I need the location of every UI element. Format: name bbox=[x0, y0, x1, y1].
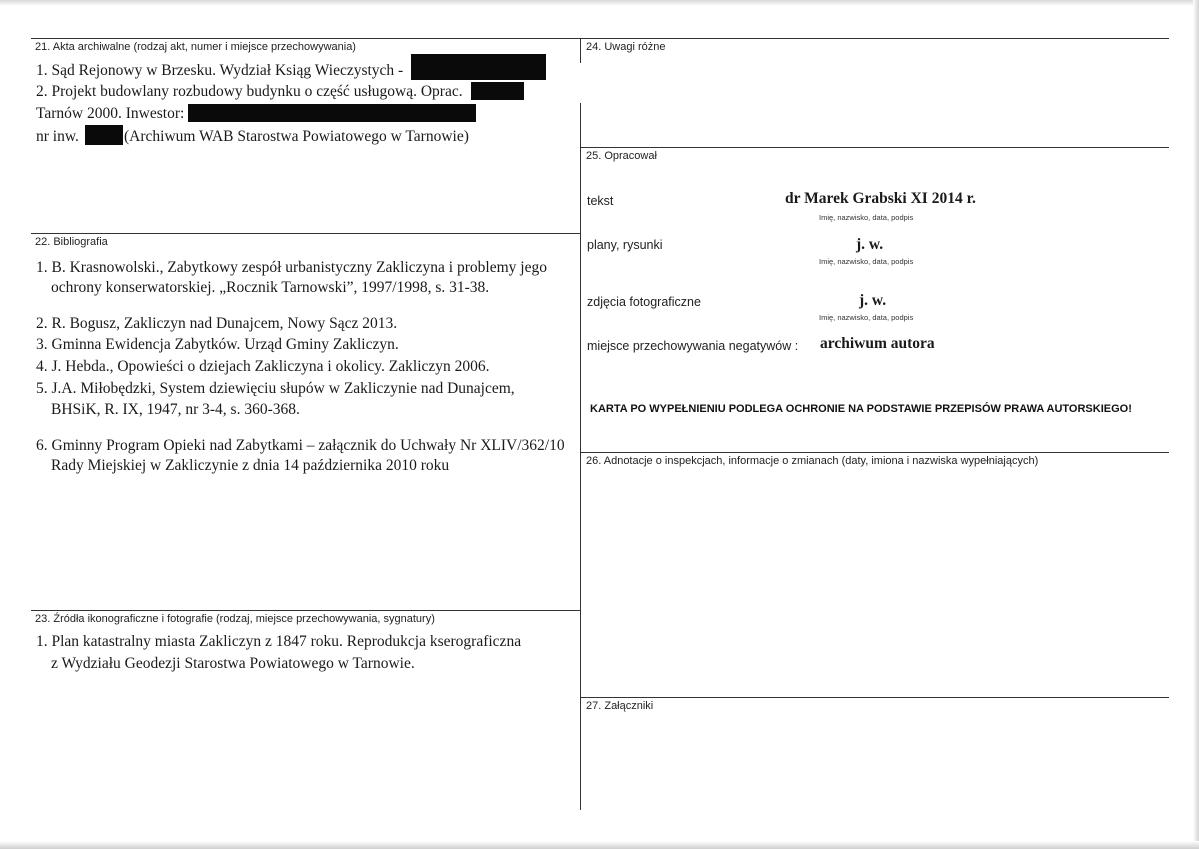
divider bbox=[31, 610, 580, 611]
archival-entry: Tarnów 2000. Inwestor: bbox=[36, 105, 185, 122]
bibliography-item: 1. B. Krasnowolski., Zabytkowy zespół urbanistyczny Zakliczyna i problemy jego bbox=[36, 259, 547, 276]
archival-entry: 2. Projekt budowlany rozbudowy budynku o część usługową. Oprac. bbox=[36, 83, 463, 100]
section-24-label: 24. Uwagi różne bbox=[586, 41, 666, 53]
archival-entry: nr inw. bbox=[36, 128, 79, 145]
section-21-label: 21. Akta archiwalne (rodzaj akt, numer i miejsce przechowywania) bbox=[35, 41, 356, 53]
section-23-label: 23. Źródła ikonograficzne i fotografie (rodzaj, miejsce przechowywania, sygnatury) bbox=[35, 613, 435, 625]
archival-entry: 1. Sąd Rejonowy w Brzesku. Wydział Ksiąg Wieczystych - bbox=[36, 62, 404, 79]
text-author-value: dr Marek Grabski XI 2014 r. bbox=[785, 190, 976, 207]
negatives-location-label: miejsce przechowywania negatywów : bbox=[587, 339, 799, 353]
bibliography-item: Rady Miejskiej w Zakliczynie z dnia 14 października 2010 roku bbox=[51, 457, 450, 474]
divider bbox=[580, 103, 581, 810]
bibliography-item: 2. R. Bogusz, Zakliczyn nad Dunajcem, Nowy Sącz 2013. bbox=[36, 315, 398, 332]
scan-edge bbox=[0, 841, 1199, 849]
divider bbox=[580, 697, 1169, 698]
divider bbox=[31, 38, 580, 39]
section-27-label: 27. Załączniki bbox=[586, 700, 654, 712]
bibliography-item: 6. Gminny Program Opieki nad Zabytkami – załącznik do Uchwały Nr XLIV/362/10 bbox=[36, 437, 565, 454]
divider bbox=[580, 147, 1169, 148]
divider bbox=[31, 233, 580, 234]
signature-caption: Imię, nazwisko, data, podpis bbox=[819, 213, 914, 222]
bibliography-item: 4. J. Hebda., Opowieści o dziejach Zakliczyna i okolicy. Zakliczyn 2006. bbox=[36, 358, 490, 375]
photos-author-value: j. w. bbox=[859, 292, 887, 309]
iconographic-source: 1. Plan katastralny miasta Zakliczyn z 1847 roku. Reprodukcja kserograficzna bbox=[36, 633, 522, 650]
bibliography-item: ochrony konserwatorskiej. „Rocznik Tarnowski”, 1997/1998, s. 31-38. bbox=[51, 279, 490, 296]
text-field-label: tekst bbox=[587, 194, 614, 208]
scan-edge bbox=[0, 0, 1199, 6]
section-25-label: 25. Opracował bbox=[586, 150, 657, 162]
bibliography-item: 3. Gminna Ewidencja Zabytków. Urząd Gminy Zakliczyn. bbox=[36, 336, 399, 353]
signature-caption: Imię, nazwisko, data, podpis bbox=[819, 257, 914, 266]
copyright-notice: KARTA PO WYPEŁNIENIU PODLEGA OCHRONIE NA PODSTAWIE PRZEPISÓW PRAWA AUTORSKIEGO! bbox=[590, 403, 1132, 415]
redaction-block bbox=[471, 82, 524, 100]
section-26-label: 26. Adnotacje o inspekcjach, informacje o zmianach (daty, imiona i nazwiska wypełniających) bbox=[586, 455, 1039, 467]
bibliography-item: BHSiK, R. IX, 1947, nr 3-4, s. 360-368. bbox=[51, 401, 300, 418]
plans-field-label: plany, rysunki bbox=[587, 238, 663, 252]
archival-entry: (Archiwum WAB Starostwa Powiatowego w Tarnowie) bbox=[124, 128, 469, 145]
divider bbox=[580, 38, 581, 63]
divider bbox=[580, 452, 1169, 453]
redaction-block bbox=[85, 125, 123, 145]
iconographic-source: z Wydziału Geodezji Starostwa Powiatowego w Tarnowie. bbox=[51, 655, 415, 672]
plans-author-value: j. w. bbox=[856, 236, 884, 253]
section-22-label: 22. Bibliografia bbox=[35, 236, 108, 248]
scan-edge bbox=[1193, 0, 1199, 849]
redaction-block bbox=[188, 104, 476, 122]
signature-caption: Imię, nazwisko, data, podpis bbox=[819, 313, 914, 322]
divider bbox=[580, 38, 1169, 39]
photos-field-label: zdjęcia fotograficzne bbox=[587, 295, 701, 309]
bibliography-item: 5. J.A. Miłobędzki, System dziewięciu słupów w Zakliczynie nad Dunajcem, bbox=[36, 380, 515, 397]
negatives-location-value: archiwum autora bbox=[820, 335, 935, 352]
redaction-block bbox=[411, 54, 546, 80]
